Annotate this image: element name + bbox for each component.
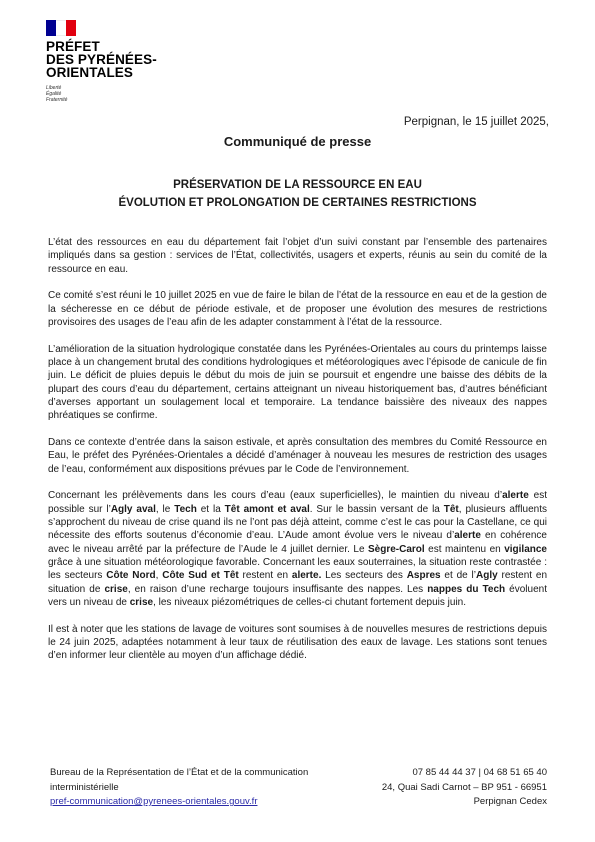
- postal-address: 24, Quai Sadi Carnot – BP 951 - 66951: [381, 781, 547, 793]
- paragraph-car-wash: Il est à noter que les stations de lavage de voitures sont soumises à de nouvelles mesures de restrictions depuis le 24 juin 2025, adaptées notamment à leur taux de réutilisation des eaux de lavage. Les stations sont tenues d’en informer leur clientèle au moyen d’un affichage dédié.: [48, 623, 547, 662]
- paragraph-decision: Dans ce contexte d’entrée dans la saison estivale, et après consultation des membres du Comité Ressource en Eau, le préfet des Pyrénées-Orientales a décidé d’aménager à nouveau les mesures de restriction des usages de l’eau, conformément aux dispositions prévues par le Code de l’environnement.: [48, 437, 547, 475]
- paragraph-hydrology: L’amélioration de la situation hydrologique constatée dans les Pyrénées-Orientales au cours du printemps laisse place à un changement brutal des conditions hydrologiques et météorologiques avec l’épisode de canicule de fin juin. Le déficit de pluies depuis le début du mois de juin se poursuit et engendre une baisse des débits de la plupart des cours d’eau du département, certains atteignant un niveau historiquement bas, d’autres bénéficiant d’averses apportant un soulagement local et temporaire. La tendance baissière des niveaux des nappes phréatiques se confirme.: [48, 343, 547, 422]
- office-name: Bureau de la Représentation de l’État et de la communication: [50, 767, 309, 778]
- motto-line: Liberté: [46, 85, 62, 91]
- document-type-title: Communiqué de presse: [223, 134, 372, 149]
- email-link[interactable]: pref-communication@pyrenees-orientales.gouv.fr: [50, 796, 258, 807]
- text-segment: grâce à une situation météorologique favorable. Concernant les eaux souterraines, la situation reste contrastée : les secteurs: [48, 556, 547, 582]
- release-date: Perpignan, le 15 juillet 2025,: [403, 116, 549, 128]
- headline: [0, 176, 595, 212]
- prefecture-name-line: ORIENTALES: [46, 65, 134, 80]
- footer-contact-office: [50, 766, 360, 810]
- emphasized-term: alerte.: [291, 570, 322, 582]
- body-text: [48, 236, 547, 676]
- prefecture-name: [46, 40, 176, 79]
- emphasized-term: nappes du Tech: [427, 583, 506, 595]
- emphasized-term: crise: [104, 583, 128, 595]
- postal-city: Perpignan Cedex: [473, 796, 547, 807]
- paragraph-withdrawals: [48, 489, 547, 609]
- text-segment: Les secteurs des: [321, 570, 407, 582]
- footer-address: [382, 766, 547, 810]
- text-segment: , le: [155, 503, 175, 515]
- text-segment: et la: [196, 503, 225, 515]
- phone-numbers: 07 85 44 44 37 | 04 68 51 65 40: [412, 767, 547, 778]
- text-segment: est possible sur l’: [48, 490, 547, 515]
- emphasized-term: Aspres: [406, 570, 441, 582]
- headline-line-1: PRÉSERVATION DE LA RESSOURCE EN EAU: [173, 179, 422, 191]
- text-segment: , les niveaux piézométriques de celles-ci chutant fortement depuis juin.: [153, 596, 467, 608]
- text-segment: , en raison d’une recharge toujours insuffisante des nappes. Les: [127, 583, 428, 595]
- emphasized-term: Têt amont et aval: [224, 503, 310, 515]
- emphasized-term: Têt: [443, 503, 459, 515]
- text-segment: évoluent vers un niveau de: [48, 583, 547, 608]
- text-segment: Concernant les prélèvements dans les cours d’eau (eaux superficielles), le maintien du niveau d’: [48, 490, 503, 502]
- republic-motto: [46, 85, 176, 103]
- office-name-continued: interministérielle: [50, 781, 119, 793]
- emphasized-term: vigilance: [504, 543, 547, 555]
- emphasized-term: Côte Nord: [106, 570, 156, 582]
- motto-line: Égalité: [46, 91, 62, 97]
- paragraph-intro: L’état des ressources en eau du département fait l’objet d’un suivi constant par l’ensemble des partenaires impliqués dans sa gestion : services de l’État, collectivités, usagers et experts, réunis au sein du comité de la ressource en eau.: [48, 237, 547, 275]
- paragraph-committee: Ce comité s’est réuni le 10 juillet 2025 en vue de faire le bilan de l’état de la ressource en eau et de la gestion de la sécheresse en ce début de période estivale, et de proposer une évolution des mesures de restrictions provisoires des usages de l’eau afin de les adapter constamment à l’état de la ressource.: [48, 290, 547, 328]
- text-segment: . Sur le bassin versant de la: [309, 503, 444, 515]
- french-flag-icon: [46, 20, 76, 36]
- text-segment: restent en situation de: [48, 570, 548, 595]
- prefecture-name-line: DES PYRÉNÉES-: [46, 52, 157, 67]
- prefecture-logo: [46, 20, 176, 103]
- emphasized-term: Agly aval: [110, 503, 156, 515]
- text-segment: en cohérence avec le niveau arrêté par la préfecture de l’Aude le 4 juillet dernier. Le: [48, 530, 547, 555]
- text-segment: et de l’: [440, 570, 476, 582]
- emphasized-term: alerte: [454, 530, 481, 542]
- emphasized-term: Sègre-Carol: [367, 543, 425, 555]
- text-segment: ,: [155, 570, 163, 582]
- emphasized-term: crise: [129, 596, 154, 608]
- emphasized-term: Tech: [174, 503, 197, 515]
- text-segment: restent en: [238, 570, 292, 582]
- emphasized-term: alerte: [502, 490, 529, 502]
- motto-line: Fraternité: [46, 97, 68, 103]
- text-segment: est maintenu en: [424, 543, 505, 555]
- text-segment: , plusieurs affluents s’approchent du niveau de crise quand ils ne l’ont pas déjà atteint, comme c’est le cas pour la Castellane, ce qui nécessite des efforts soutenus d’économie d’eau. L’Aude amont évolue vers le niveau d’: [48, 503, 547, 542]
- emphasized-term: Agly: [476, 570, 498, 582]
- prefecture-name-line: PRÉFET: [46, 39, 100, 54]
- emphasized-term: Côte Sud et Têt: [162, 570, 239, 582]
- headline-line-2: ÉVOLUTION ET PROLONGATION DE CERTAINES RESTRICTIONS: [118, 197, 477, 209]
